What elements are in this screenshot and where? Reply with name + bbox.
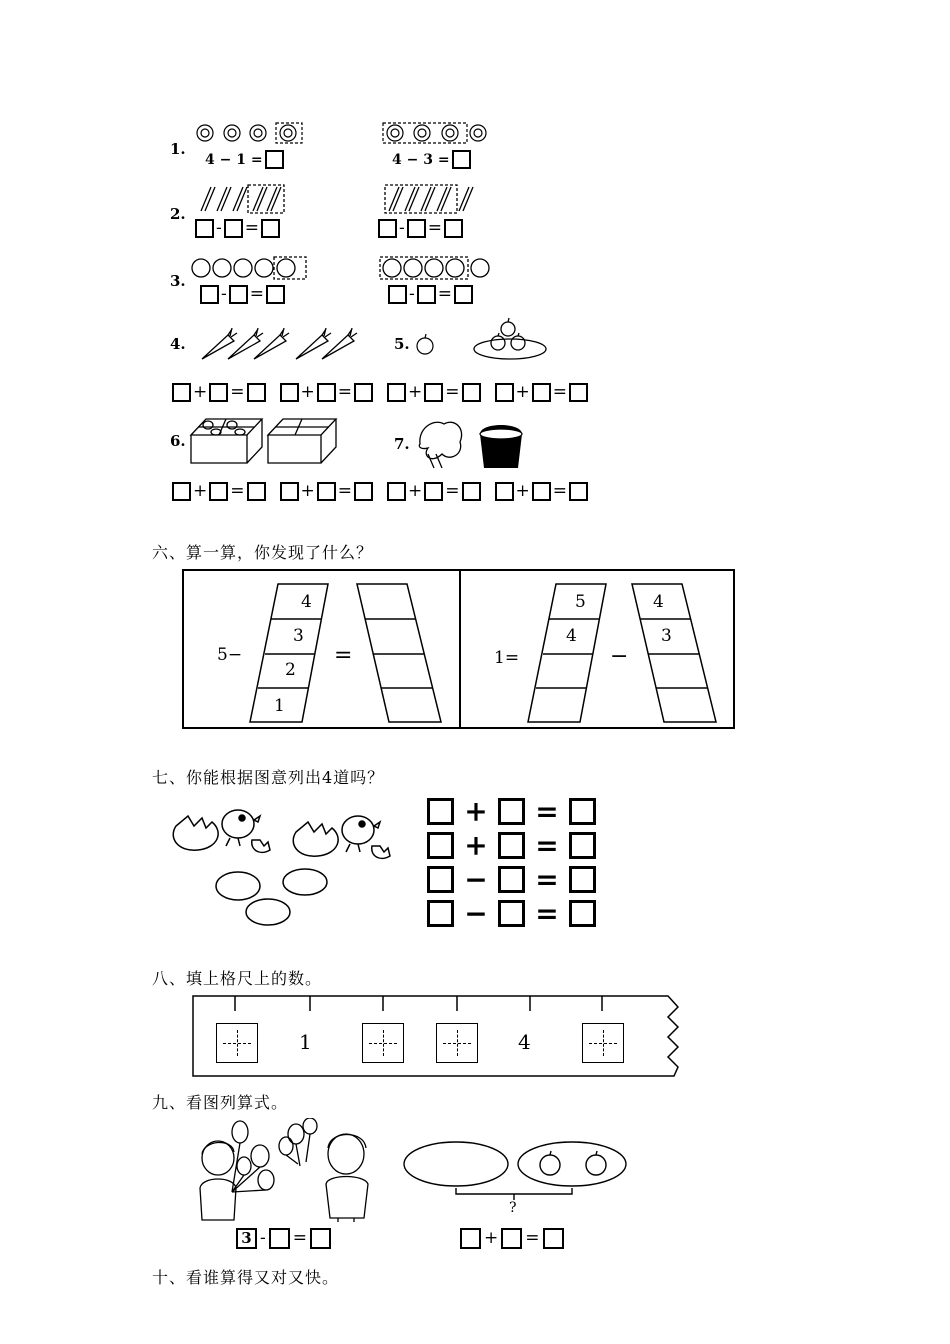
sec9-left-equation: 3 - = (236, 1228, 331, 1249)
ruler-blank-box[interactable] (216, 1023, 258, 1063)
kids-balloons-picture (188, 1118, 388, 1222)
ruler-blank-box[interactable] (436, 1023, 478, 1063)
answer-box[interactable] (200, 285, 219, 304)
apple-icon (414, 332, 438, 356)
answer-box[interactable] (452, 150, 471, 169)
answer-box[interactable] (261, 219, 280, 238)
ladder-right-a-cell: 5 (575, 592, 586, 612)
ruler-blank-box[interactable] (362, 1023, 404, 1063)
answer-box[interactable] (354, 482, 373, 501)
answer-box[interactable] (427, 832, 454, 859)
answer-box[interactable] (417, 285, 436, 304)
answer-box[interactable] (269, 1228, 290, 1249)
section-6-title: 六、算一算，你发现了什么？ (152, 543, 374, 562)
item-6-label: 6. (170, 432, 186, 450)
answer-box[interactable] (424, 383, 443, 402)
left-prefix: 5− (217, 645, 243, 665)
ladder-left-cell: 1 (274, 696, 285, 716)
flowers-right (382, 122, 497, 144)
answer-box[interactable] (569, 900, 596, 927)
answer-box[interactable] (317, 383, 336, 402)
item-2-left-eq: - = (195, 219, 280, 238)
circles-left (190, 255, 310, 281)
answer-box[interactable] (569, 798, 596, 825)
vegetables-bucket (414, 414, 529, 472)
egg-boxes (188, 415, 338, 467)
chicks-eggs-picture (168, 798, 408, 930)
answer-box[interactable] (498, 900, 525, 927)
answer-box[interactable] (444, 219, 463, 238)
ruler-value: 1 (299, 1030, 312, 1054)
answer-box[interactable] (569, 482, 588, 501)
answer-box[interactable] (224, 219, 243, 238)
equation-row: − = (427, 896, 596, 930)
answer-box[interactable] (388, 285, 407, 304)
ruler-value: 4 (518, 1030, 531, 1054)
oval-set-diagram (400, 1138, 632, 1200)
answer-box[interactable] (498, 832, 525, 859)
right-prefix: 1= (494, 648, 520, 668)
answer-box[interactable] (460, 1228, 481, 1249)
item-1-label: 1. (170, 140, 186, 158)
answer-box[interactable] (195, 219, 214, 238)
answer-box[interactable] (532, 383, 551, 402)
item-1-right-eq: 4 − 3 = (392, 150, 471, 169)
item-4-equations: + = + = + = + = (172, 383, 588, 402)
answer-box[interactable] (532, 482, 551, 501)
ladder-right-b-cell: 4 (653, 592, 664, 612)
panel-divider (459, 571, 461, 727)
item-2-label: 2. (170, 205, 186, 223)
ladder-right-b-cell: 3 (661, 626, 672, 646)
answer-box[interactable] (280, 383, 299, 402)
ladder-left-cell: 4 (301, 592, 312, 612)
answer-box[interactable] (247, 383, 266, 402)
answer-box[interactable] (172, 383, 191, 402)
item-4-label: 4. (170, 335, 186, 353)
item-7-label: 7. (394, 435, 410, 453)
answer-box[interactable] (569, 383, 588, 402)
right-minus: − (610, 644, 629, 669)
ladder-right-a-cell: 4 (566, 626, 577, 646)
answer-box[interactable] (543, 1228, 564, 1249)
answer-box[interactable] (378, 219, 397, 238)
sticks-left (195, 183, 290, 215)
question-mark: ? (509, 1200, 517, 1216)
answer-box[interactable] (387, 383, 406, 402)
answer-box[interactable] (317, 482, 336, 501)
answer-box[interactable] (454, 285, 473, 304)
answer-box[interactable] (407, 219, 426, 238)
section-10-title: 十、看谁算得又对又快。 (152, 1268, 340, 1287)
ladder-left-a (246, 582, 336, 724)
answer-box[interactable] (427, 900, 454, 927)
answer-box[interactable] (247, 482, 266, 501)
item-6-equations: + = + = + = + = (172, 482, 588, 501)
circles-right (378, 255, 498, 281)
carrots (198, 325, 368, 363)
answer-box[interactable] (209, 383, 228, 402)
answer-box[interactable] (462, 383, 481, 402)
equation-row: + = (427, 828, 596, 862)
answer-box[interactable] (462, 482, 481, 501)
answer-box[interactable] (229, 285, 248, 304)
answer-box[interactable] (209, 482, 228, 501)
section-7-title: 七、你能根据图意列出4道吗？ (152, 768, 385, 787)
answer-box[interactable] (427, 866, 454, 893)
answer-box[interactable] (387, 482, 406, 501)
ladder-right-b (630, 582, 720, 724)
answer-box[interactable] (498, 798, 525, 825)
answer-box[interactable] (424, 482, 443, 501)
answer-box[interactable] (265, 150, 284, 169)
equation-row: − = (427, 862, 596, 896)
answer-box[interactable] (266, 285, 285, 304)
section-8-title: 八、填上格尺上的数。 (152, 969, 323, 988)
flowers-left (192, 122, 307, 144)
answer-box[interactable] (495, 383, 514, 402)
answer-box[interactable] (498, 866, 525, 893)
answer-box[interactable] (495, 482, 514, 501)
answer-box[interactable] (569, 866, 596, 893)
item-3-left-eq: - = (200, 285, 285, 304)
sec9-right-equation: + = (460, 1228, 564, 1249)
answer-box[interactable] (310, 1228, 331, 1249)
answer-box[interactable] (569, 832, 596, 859)
left-equals: = (334, 643, 353, 668)
answer-box[interactable] (172, 482, 191, 501)
answer-box[interactable] (354, 383, 373, 402)
answer-box[interactable] (280, 482, 299, 501)
given-number-box: 3 (236, 1228, 257, 1249)
item-2-right-eq: - = (378, 219, 463, 238)
item-5-label: 5. (394, 335, 410, 353)
equation-row: + = (427, 794, 596, 828)
item-3-label: 3. (170, 272, 186, 290)
answer-box[interactable] (427, 798, 454, 825)
apple-plate (470, 316, 550, 364)
ladder-left-b (355, 582, 445, 724)
ladder-right-a (524, 582, 614, 724)
item-3-right-eq: - = (388, 285, 473, 304)
answer-box[interactable] (501, 1228, 522, 1249)
section-9-title: 九、看图列算式。 (152, 1093, 289, 1112)
ladder-left-cell: 2 (285, 660, 296, 680)
equation-grid (427, 794, 596, 930)
ladder-left-cell: 3 (293, 626, 304, 646)
item-1-left-eq: 4 − 1 = (205, 150, 284, 169)
ruler-blank-box[interactable] (582, 1023, 624, 1063)
sticks-right (383, 183, 478, 215)
